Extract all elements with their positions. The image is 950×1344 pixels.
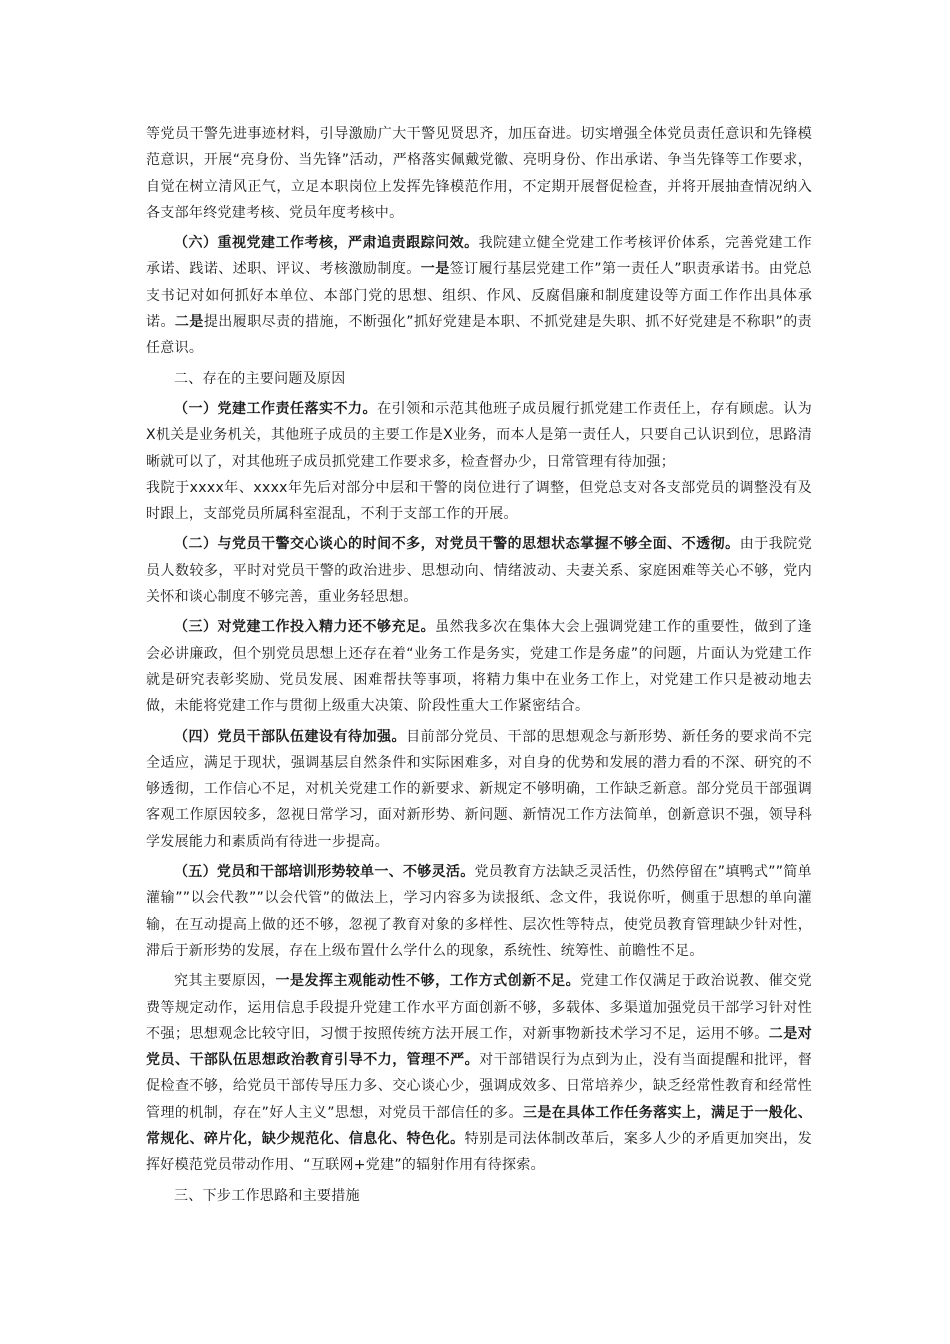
cause-one: 一是发挥主观能动性不够，工作方式创新不足。 [275, 973, 581, 990]
paragraph-text: 对干部错误行为点到为止，没有当面提醒和批评，督促检查不够，给党员干部传导压力多、交心谈心少，强调成效多、日常培养少，缺乏经常性教育和经常性管理的机制，存在”好人主义”思想，对党员干部信任的多。 [146, 1052, 812, 1121]
paragraph-text: 签订履行基层党建工作”第一责任人”职责承诺书。由党总支书记对如何抓好本单位、本部门党的思想、组织、作风、反腐倡廉和制度建设等方面工作作出具体承诺。 [146, 261, 812, 331]
paragraph-text: 特别是司法体制改革后，案多人少的矛盾更加突出，发挥好模范党员带动作用、“互联网+党建”的辐射作用有待探索。 [146, 1130, 812, 1174]
problem-lead-three: （三）对党建工作投入精力还不够充足。 [174, 619, 436, 636]
cause-two: 二是对党员、干部队伍思想政治教育引导不力，管理不严。 [146, 1025, 812, 1069]
paragraph-responsibility [146, 396, 812, 527]
paragraph-text: 在引领和示范其他班子成员履行抓党建工作责任上，存有顾虑。认为Ⅹ机关是业务机关，其他班子成员的主要工作是Ⅹ业务，而本人是第一责任人，只要自己认识到位，思路清晰就可以了，对其他班子成员抓党建工作要求多，检查督办少，日常管理有待加强； [146, 400, 813, 470]
paragraph-effort [146, 614, 812, 719]
problem-lead-two: （二）与党员干警交心谈心的时间不多，对党员干警的思想状态掌握不够全面、不透彻。 [174, 536, 740, 553]
paragraph-advanced-deeds [146, 121, 812, 226]
document-body [146, 121, 812, 1213]
paragraph-text: 党员教育方法缺乏灵活性，仍然停留在”填鸭式””简单灌输””以会代教””以会代管”的做法上，学习内容多为读报纸、念文件，我说你听，侧重于思想的单向灌输，在互动提高上做的还不够，忽视了教育对象的多样性、层次性等特点，使党员教育管理缺少针对性，滞后于新形势的发展，存在上级布置什么学什么的现象，系统性、统筹性、前瞻性不足。 [146, 864, 812, 959]
problem-lead-four: （四）党员干部队伍建设有待加强。 [174, 728, 407, 745]
paragraph-text: 虽然我多次在集体大会上强调党建工作的重要性，做到了逢会必讲廉政，但个别党员思想上还存在着“业务工作是务实，党建工作是务虚”的问题，片面认为党建工作就是研究表彰奖励、党员发展、困难帮扶等事项，将精力集中在业务工作上，对党建工作只是被动地去做，未能将党建工作与贯彻上级重大决策、阶段性重大工作紧密结合。 [146, 619, 812, 715]
problem-lead-five: （五）党员和干部培训形势较单一、不够灵活。 [174, 864, 475, 881]
paragraph-text: 由于我院党员人数较多，平时对党员干警的政治进步、思想动向、情绪波动、夫妻关系、家庭困难等关心不够，党内关怀和谈心制度不够完善，重业务轻思想。 [146, 536, 813, 606]
section-lead-six: （六）重视党建工作考核，严肃追责跟踪问效。 [174, 235, 479, 252]
paragraph-text: 究其主要原因， [174, 973, 276, 990]
problem-lead-one: （一）党建工作责任落实不力。 [174, 400, 378, 417]
paragraph-team-building [146, 724, 812, 855]
paragraph-root-causes [146, 968, 812, 1178]
paragraph-heart-to-heart [146, 531, 812, 610]
paragraph-text-continued: 我院于xxxx年、xxxx年先后对部分中层和干警的岗位进行了调整，但党总支对各支部党员的调整没有及时跟上，支部党员所属科室混乱，不利于支部工作的开展。 [146, 479, 812, 523]
section-heading-problems: 二、存在的主要问题及原因 [174, 370, 346, 387]
paragraph-text: 提出履职尽责的措施，不断强化”抓好党建是本职、不抓党建是失职、抓不好党建是不称职”的责任意识。 [146, 314, 812, 357]
paragraph-party-assessment [146, 230, 812, 361]
paragraph-text: 目前部分党员、干部的思想观念与新形势、新任务的要求尚不完全适应，满足于现状，强调基层自然条件和实际困难多，对自身的优势和发展的潜力看的不深、研究的不够透彻，工作信心不足，对机关党建工作的新要求、新规定不够明确，工作缺乏新意。部分党员干部强调客观工作原因较多，忽视日常学习，面对新形势、新问题、新情况工作方法简单，创新意识不强，领导科学发展能力和素质尚有待进一步提高。 [146, 728, 812, 850]
paragraph-text: 等党员干警先进事迹材料，引导激励广大干警见贤思齐，加压奋进。切实增强全体党员责任意识和先锋模范意识，开展“亮身份、当先锋”活动，严格落实佩戴党徽、亮明身份、作出承诺、争当先锋等工作要求，自觉在树立清风正气，立足本职岗位上发挥先锋模范作用，不定期开展督促检查，并将开展抽查情况纳入各支部年终党建考核、党员年度考核中。 [146, 126, 812, 221]
paragraph-training [146, 859, 812, 964]
section-heading-next-steps: 三、下步工作思路和主要措施 [174, 1187, 360, 1204]
paragraph-text: 我院建立健全党建工作考核评价体系，完善党建工作承诺、践诺、述职、评议、考核激励制度。 [146, 235, 812, 278]
cause-three: 三是在具体工作任务落实上，满足于一般化、常规化、碎片化，缺少规范化、信息化、特色化。 [146, 1104, 813, 1147]
paragraph-text: 党建工作仅满足于政治说教、催交党费等规定动作，运用信息手段提升党建工作水平方面创新不够，多载体、多渠道加强党员干部学习针对性不强；思想观念比较守旧，习惯于按照传统方法开展工作，对新事物新技术学习不足，运用不够。 [146, 973, 812, 1042]
point-one-label: 一是 [420, 261, 450, 278]
point-two-label: 二是 [174, 314, 204, 331]
